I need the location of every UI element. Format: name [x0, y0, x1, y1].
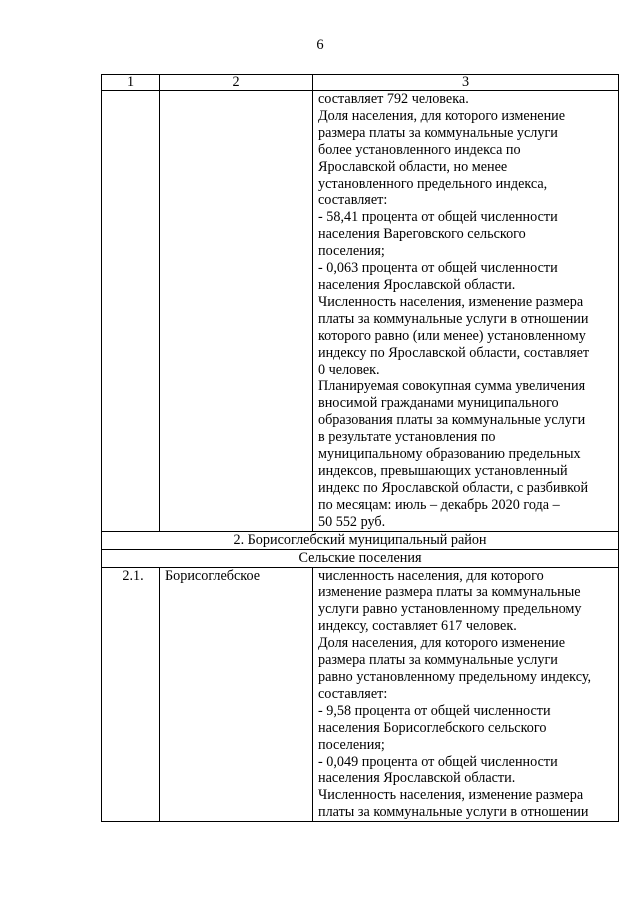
row-text-cell: [313, 567, 619, 822]
table-row: [102, 567, 619, 822]
row-name: Борисоглебское: [160, 567, 313, 822]
page-number: 6: [316, 37, 324, 53]
row-text: численность населения, для которого изменение размера платы за коммунальные услуги равно установленному предельному индексу, составляет 617 человек. Доля населения, для которого изменение размера платы за коммунальные услуги равно установленному предельному индексу, составляет: - 9,58 процента от общей численности населения Борисоглебского сельского поселения; - 0,049 процента от общей численности населения Ярославской области. Численность населения, изменение размера платы за коммунальные услуги в отношении: [318, 567, 592, 821]
table-row-continuation: [102, 91, 619, 532]
section-row: [102, 531, 619, 549]
column-header-1: 1: [102, 75, 160, 91]
continuation-text: составляет 792 человека. Доля населения, для которого изменение размера платы за коммунальные услуги более установленного индекса по Ярославской области, но менее установленного предельного индекса, составляет: - 58,41 процента от общей численности населения Вареговского сельского поселения; - 0,063 процента от общей численности населения Ярославской области. Численность населения, изменение размера платы за коммунальные услуги в отношении которого равно (или менее) установленному индексу по Ярославской области, составляет 0 человек. Планируемая совокупная сумма увеличения вносимой гражданами муниципального образования платы за коммунальные услуги в результате установления по муниципальному образованию предельных индексов, превышающих установленный индекс по Ярославской области, с разбивкой по месяцам: июль – декабрь 2020 года – 50 552 руб.: [318, 91, 590, 530]
continuation-text-cell: [313, 91, 619, 532]
continuation-name-cell: [160, 91, 313, 532]
continuation-number-cell: [102, 91, 160, 532]
row-number: 2.1.: [102, 567, 160, 822]
table-header-row: [102, 75, 619, 91]
column-header-2: 2: [160, 75, 313, 91]
data-table: [101, 74, 619, 822]
column-header-3: 3: [313, 75, 619, 91]
subsection-title: Сельские поселения: [102, 549, 619, 567]
subsection-row: [102, 549, 619, 567]
section-title: 2. Борисоглебский муниципальный район: [102, 531, 619, 549]
